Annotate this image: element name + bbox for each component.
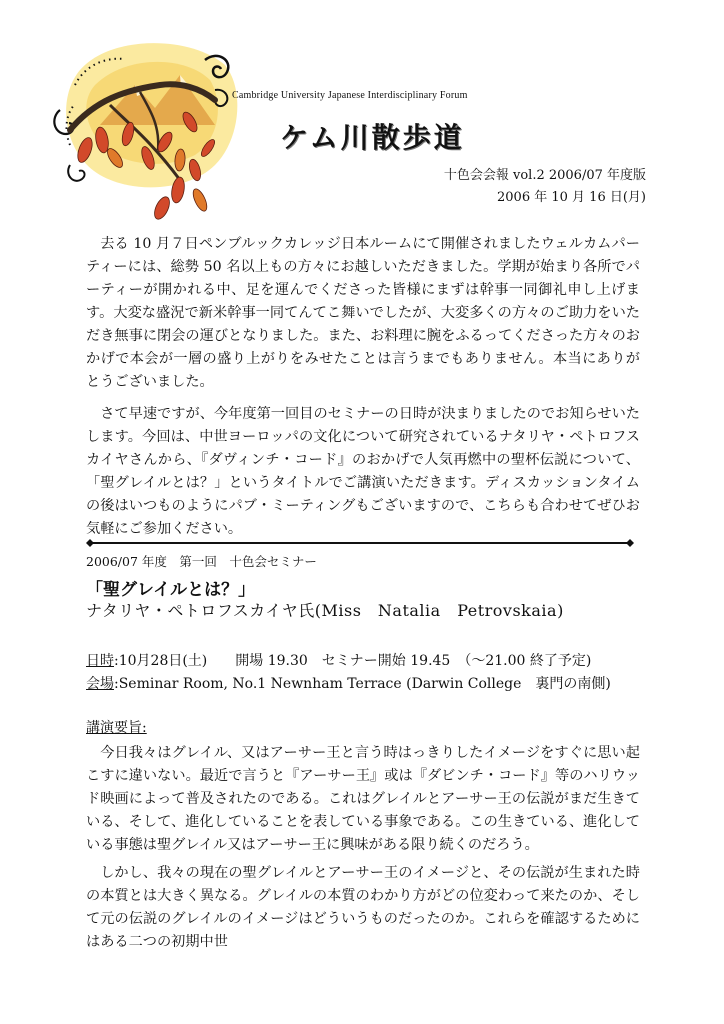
autumn-leaves-illustration: [40, 30, 250, 230]
date-value: :10月28日(土) 開場 19.30 セミナー開始 19.45 （～21.00 終了予定): [114, 653, 592, 669]
issue-date: 2006 年 10 月 16 日(月): [497, 190, 646, 205]
newsletter-title: ケム川散歩道: [280, 121, 465, 154]
seminar-title: 「聖グレイルとは？」: [86, 580, 256, 600]
body-paragraph-welcome: 去る 10 月７日ペンブルックカレッジ日本ルームにて開催されましたウェルカムパーティーには、総勢 50 名以上もの方々にお越しいただきました。学期が始まり各所でパーティーが開かれる中、足を運んでくださった皆様にまずは幹事一同御礼申し上げます。大変な盛況で新米幹事一同てんてこ舞いでしたが、大変多くの方々のご助力をいただき無事に閉会の運びとなりました。また、お料理に腕をふるってくださった方々のおかげで本会が一層の盛り上がりをみせたことは言うまでもありません。本当にありがとうございました。: [86, 236, 640, 390]
seminar-speaker: ナタリヤ・ペトロフスカイヤ氏(Miss Natalia Petrovskaia): [86, 601, 564, 620]
body-paragraph-seminar-announcement: さて早速ですが、今年度第一回目のセミナーの日時が決まりましたのでお知らせいたします。今回は、中世ヨーロッパの文化について研究されているナタリヤ・ペトロフスカイヤさんから、『ダヴィンチ・コード』のおかげで人気再燃中の聖杯伝説について、「聖グレイルとは？」というタイトルでご講演いただきます。ディスカッションタイムの後はいつものようにパブ・ミーティングもございますので、こちらも合わせてぜひお気軽にご参加ください。: [86, 406, 640, 537]
seminar-date-row: [86, 650, 591, 670]
venue-label: 会場: [86, 676, 114, 692]
forum-name: Cambridge University Japanese Interdisciplinary Forum: [232, 90, 468, 101]
summary-header: 講演要旨:: [86, 720, 147, 736]
summary-paragraph-2: しかし、我々の現在の聖グレイルとアーサー王のイメージと、その伝説が生まれた時の本質とは大きく異なる。グレイルの本質のわかり方がどの位変わって来たのか、そして元の伝説のグレイルのイメージはどういうものだったのか。これらを確認するためにはある二つの初期中世: [86, 865, 640, 950]
issue-label: 十色会会報 vol.2 2006/07 年度版: [443, 168, 646, 183]
seminar-header: 2006/07 年度 第一回 十色会セミナー: [86, 554, 317, 569]
seminar-venue-row: [86, 673, 611, 693]
summary-paragraph-1: 今日我々はグレイル、又はアーサー王と言う時はっきりしたイメージをすぐに思い起こすに違いない。最近で言うと『アーサー王』或は『ダビンチ・コード』等のハリウッド映画によって普及されたのである。これはグレイルとアーサー王の伝説がまだ生きている、そして、進化していることを表している事象である。この生きている、進化している事態は聖グレイル又はアーサー王に興味がある限り続くのだろう。: [86, 745, 640, 853]
date-label: 日時: [86, 653, 114, 669]
venue-value: :Seminar Room, No.1 Newnham Terrace (Darwin College 裏門の南側): [114, 676, 611, 692]
section-divider: [86, 537, 634, 549]
